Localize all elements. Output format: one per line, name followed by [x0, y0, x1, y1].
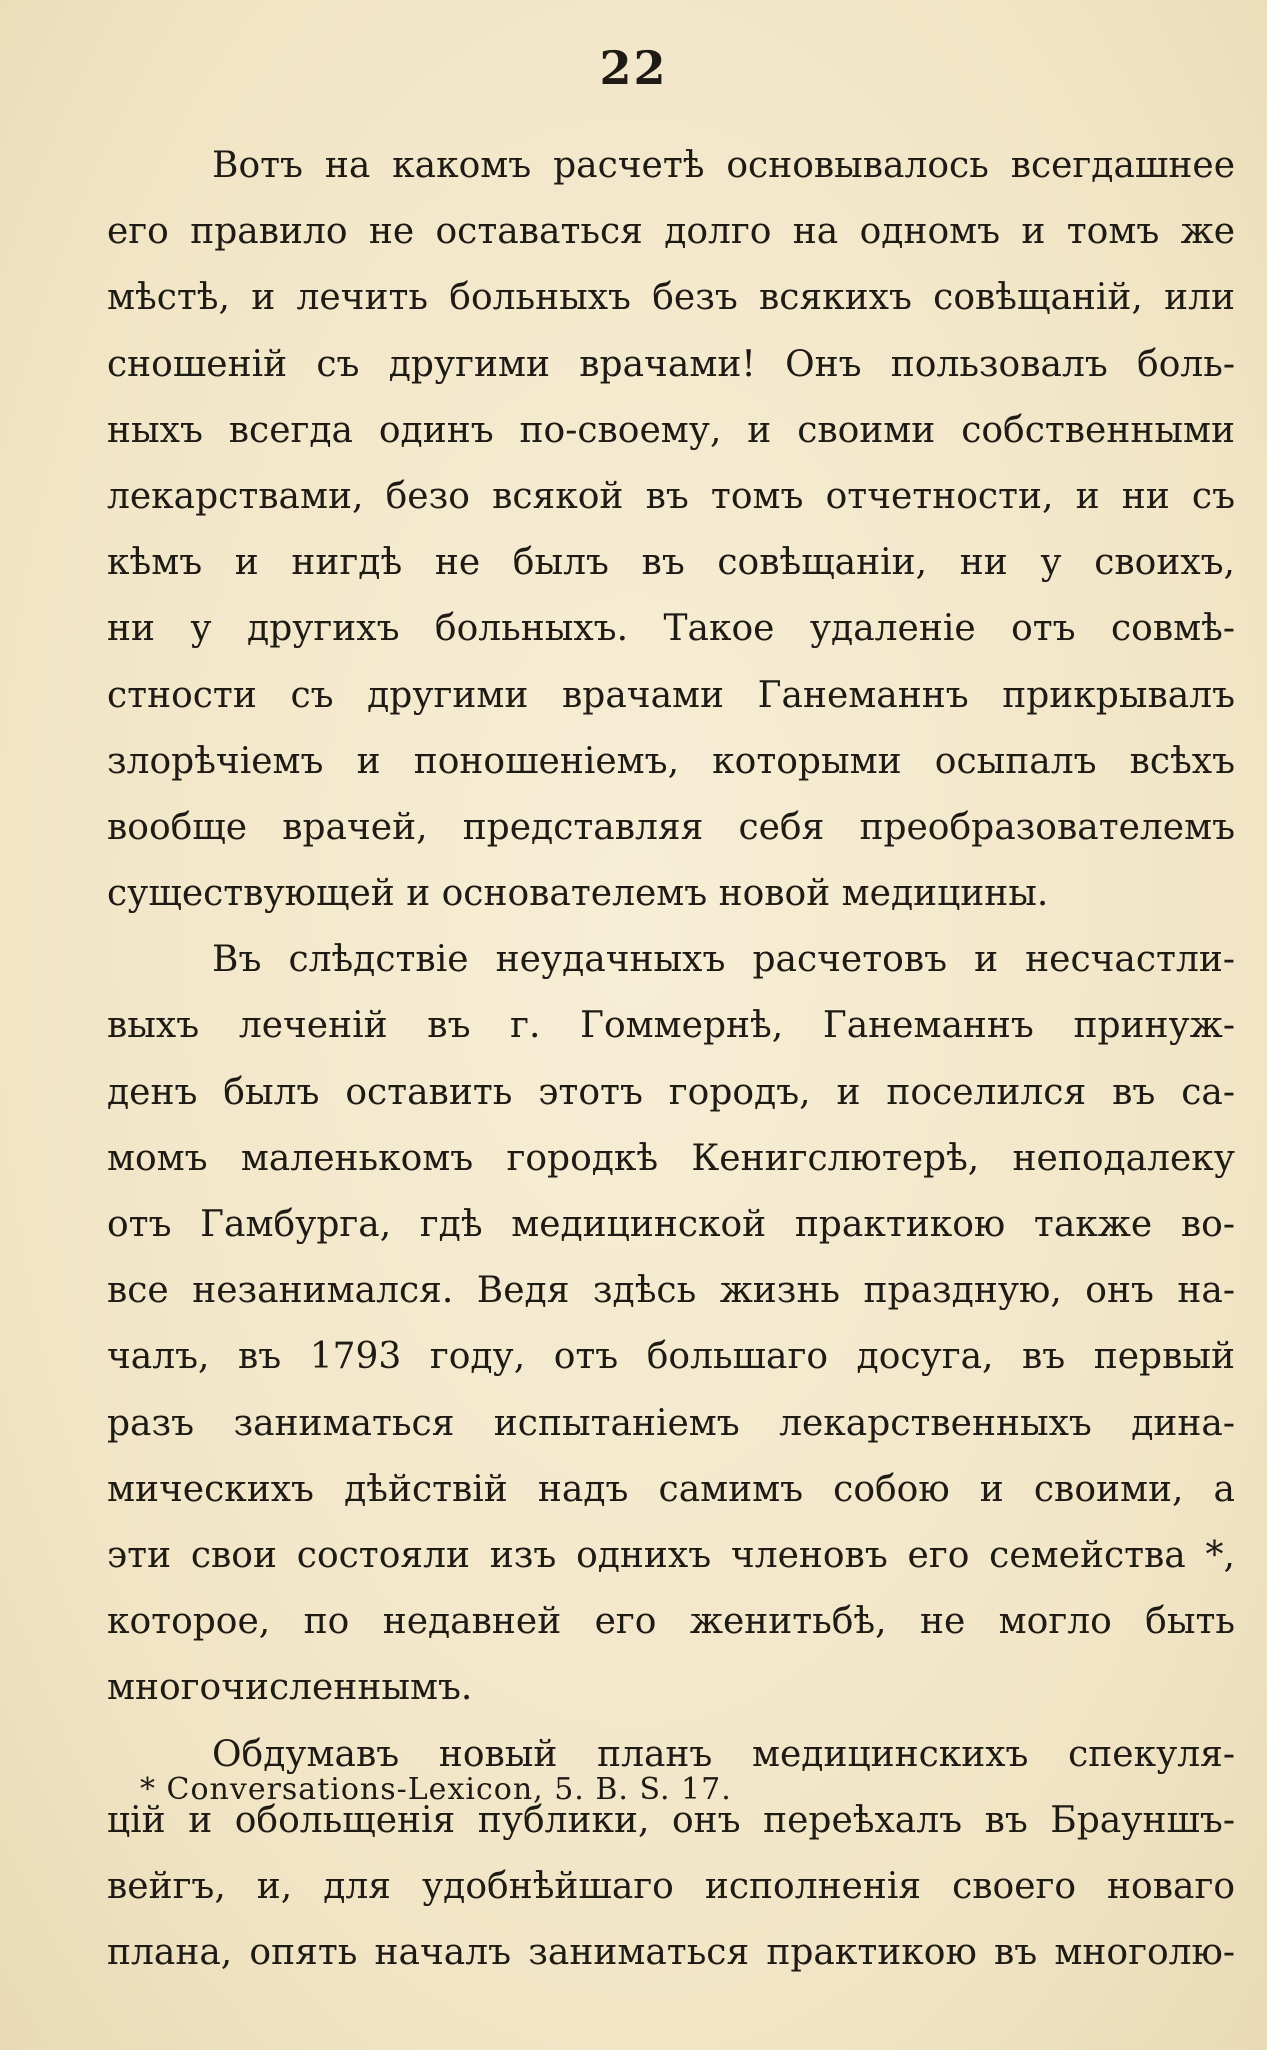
- text-line: Обдумавъ новый планъ медицинскихъ спекуля-: [212, 1733, 1235, 1775]
- text-line: многочисленнымъ.: [107, 1667, 473, 1709]
- text-line: злорѣчіемъ и поношеніемъ, которыми осыпалъ всѣхъ: [107, 740, 1235, 782]
- text-line: вообще врачей, представляя себя преобразователемъ: [107, 806, 1235, 848]
- text-line: цій и обольщенія публики, онъ переѣхалъ въ Брауншъ-: [107, 1799, 1235, 1841]
- text-line: разъ заниматься испытаніемъ лекарственныхъ дина-: [107, 1402, 1235, 1444]
- text-line: существующей и основателемъ новой медицины.: [107, 873, 1049, 915]
- text-line: выхъ леченій въ г. Гоммернѣ, Ганеманнъ принуж-: [107, 1005, 1235, 1047]
- text-line: лекарствами, безо всякой въ томъ отчетности, и ни съ: [107, 475, 1235, 517]
- text-line: Въ слѣдствіе неудачныхъ расчетовъ и несчастли-: [212, 939, 1235, 981]
- text-line: Вотъ на какомъ расчетѣ основывалось всегдашнее: [212, 145, 1235, 186]
- text-line: мѣстѣ, и лечить больныхъ безъ всякихъ совѣщаній, или: [107, 277, 1235, 319]
- footnote: * Conversations-Lexicon, 5. B. S. 17.: [140, 1772, 732, 1807]
- text-line: ни у другихъ больныхъ. Такое удаленіе отъ совмѣ-: [107, 608, 1235, 650]
- text-line: мическихъ дѣйствій надъ самимъ собою и своими, а: [107, 1468, 1235, 1510]
- text-line: кѣмъ и нигдѣ не былъ въ совѣщаніи, ни у своихъ,: [107, 542, 1235, 584]
- text-line: которое, по недавней его женитьбѣ, не могло быть: [107, 1601, 1235, 1643]
- text-line: вейгъ, и, для удобнѣйшаго исполненія своего новаго: [107, 1865, 1235, 1907]
- text-line: все незанимался. Ведя здѣсь жизнь праздную, онъ на-: [107, 1270, 1235, 1312]
- text-line: денъ былъ оставить этотъ городъ, и поселился въ са-: [107, 1071, 1235, 1113]
- text-line: момъ маленькомъ городкѣ Кенигслютерѣ, неподалеку: [107, 1137, 1235, 1179]
- text-line: эти свои состояли изъ однихъ членовъ его семейства *,: [107, 1534, 1235, 1576]
- text-line: стности съ другими врачами Ганеманнъ прикрывалъ: [107, 674, 1235, 716]
- page-number: 22: [599, 41, 668, 95]
- text-line: ныхъ всегда одинъ по-своему, и своими собственными: [107, 409, 1235, 451]
- text-line: чалъ, въ 1793 году, отъ большаго досуга, въ первый: [107, 1336, 1235, 1378]
- text-line: плана, опять началъ заниматься практикою въ многолю-: [107, 1932, 1235, 1974]
- text-line: его правило не оставаться долго на одномъ и томъ же: [107, 211, 1235, 253]
- text-line: отъ Гамбурга, гдѣ медицинской практикою также во-: [107, 1204, 1235, 1245]
- text-line: сношеній съ другими врачами! Онъ пользовалъ боль-: [107, 343, 1235, 385]
- body-text: [107, 133, 1235, 1986]
